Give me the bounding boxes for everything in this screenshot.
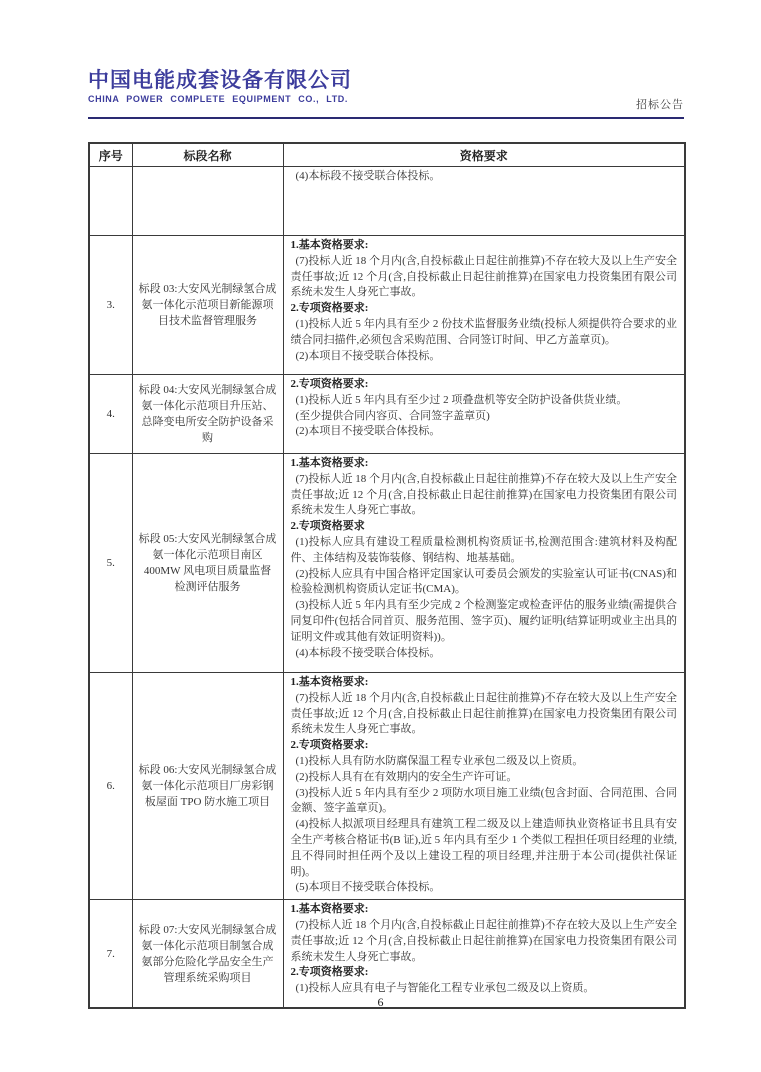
cell-seq-number: 4. bbox=[89, 375, 132, 454]
requirement-item: (7)投标人近 18 个月内(含,自投标截止日起往前推算)不存在较大及以上生产安全责任事故;近 12 个月(含,自投标截止日起往前推算)在国家电力投资集团有限公司系统未发生人身死亡事故。 bbox=[290, 691, 677, 736]
requirement-item: (4)本标段不接受联合体投标。 bbox=[295, 170, 441, 182]
requirement-item: (3)投标人近 5 年内具有至少完成 2 个检测鉴定或检查评估的服务业绩(需提供合同复印件(包括合同首页、服务范围、签字页)、履约证明(结算证明或业主出具的证明文件或其他有效证明资料))。 bbox=[290, 599, 677, 643]
requirement-item: (2)投标人应具有中国合格评定国家认可委员会颁发的实验室认可证书(CNAS)和检验检测机构资质认定证书(CMA)。 bbox=[290, 567, 677, 596]
requirement-heading: 2.专项资格要求: bbox=[290, 739, 369, 752]
cell-qualification-requirements bbox=[283, 673, 685, 900]
requirement-item: (至少提供合同内容页、合同签字盖章页) bbox=[295, 409, 490, 422]
requirement-item: (7)投标人近 18 个月内(含,自投标截止日起往前推算)不存在较大及以上生产安全责任事故;近 12 个月(含,自投标截止日起往前推算)在国家电力投资集团有限公司系统未发生人身死亡事故。 bbox=[290, 918, 677, 963]
requirement-heading: 1.基本资格要求: bbox=[290, 676, 369, 688]
col-header-name: 标段名称 bbox=[132, 143, 283, 167]
requirement-item: (4)本标段不接受联合体投标。 bbox=[295, 646, 441, 659]
cell-seq-number: 6. bbox=[89, 673, 132, 900]
requirement-item: (4)投标人拟派项目经理具有建筑工程二级及以上建造师执业资格证书且具有安全生产考核合格证书(B 证),近 5 年内具有至少 1 个类似工程担任项目经理的业绩,且不得同时担任两个及以上建设工程的项目经理,并注册于本公司(提供社保证明)。 bbox=[290, 818, 677, 878]
table-row bbox=[89, 454, 685, 673]
table-row bbox=[89, 236, 685, 375]
requirement-item: (5)本项目不接受联合体投标。 bbox=[295, 881, 441, 894]
letterhead bbox=[88, 0, 684, 112]
requirement-item: (1)投标人近 5 年内具有至少 2 份技术监督服务业绩(投标人须提供符合要求的业绩合同扫描件,必须包含采购范围、合同签订时间、甲乙方盖章页)。 bbox=[290, 317, 677, 346]
qualification-table bbox=[88, 142, 686, 1009]
cell-qualification-requirements bbox=[283, 375, 685, 454]
cell-section-name: 标段 07:大安风光制绿氢合成氨一体化示范项目制氢合成氨部分危险化学品安全生产管理系统采购项目 bbox=[132, 900, 283, 1009]
requirement-item: (1)投标人应具有建设工程质量检测机构资质证书,检测范围含:建筑材料及构配件、主体结构及装饰装修、钢结构、地基基础。 bbox=[290, 535, 677, 564]
table-row bbox=[89, 900, 685, 1009]
cell-qualification-requirements bbox=[283, 900, 685, 1009]
company-name-en: CHINA POWER COMPLETE EQUIPMENT CO., LTD. bbox=[88, 94, 348, 105]
cell-section-name: 标段 05:大安风光制绿氢合成氨一体化示范项目南区 400MW 风电项目质量监督检测评估服务 bbox=[132, 454, 283, 673]
header-divider bbox=[88, 117, 684, 119]
col-header-req: 资格要求 bbox=[283, 143, 685, 167]
company-name-cn: 中国电能成套设备有限公司 bbox=[88, 69, 352, 92]
table-row bbox=[89, 167, 685, 236]
table-header-row bbox=[89, 143, 685, 167]
requirement-item: (1)投标人具有防水防腐保温工程专业承包二级及以上资质。 bbox=[295, 754, 584, 767]
requirement-heading: 1.基本资格要求: bbox=[290, 457, 369, 469]
table-row bbox=[89, 673, 685, 900]
requirement-item: (2)投标人具有在有效期内的安全生产许可证。 bbox=[295, 770, 518, 783]
cell-seq-number: 5. bbox=[89, 454, 132, 673]
requirement-item: (1)投标人近 5 年内具有至少过 2 项叠盘机等安全防护设备供货业绩。 bbox=[295, 393, 628, 406]
requirement-item: (1)投标人应具有电子与智能化工程专业承包二级及以上资质。 bbox=[295, 982, 595, 995]
requirement-item: (3)投标人近 5 年内具有至少 2 项防水项目施工业绩(包含封面、合同范围、合同金额、签字盖章页)。 bbox=[290, 786, 677, 815]
requirement-item: (7)投标人近 18 个月内(含,自投标截止日起往前推算)不存在较大及以上生产安全责任事故;近 12 个月(含,自投标截止日起往前推算)在国家电力投资集团有限公司系统未发生人身死亡事故。 bbox=[290, 254, 677, 299]
cell-section-name: 标段 03:大安风光制绿氢合成氨一体化示范项目新能源项目技术监督管理服务 bbox=[132, 236, 283, 375]
cell-qualification-requirements bbox=[283, 454, 685, 673]
requirement-item: (2)本项目不接受联合体投标。 bbox=[295, 425, 441, 438]
requirement-heading: 1.基本资格要求: bbox=[290, 239, 369, 251]
doc-type-label: 招标公告 bbox=[636, 99, 684, 111]
page-number: 6 bbox=[377, 995, 384, 1009]
cell-section-name bbox=[132, 167, 283, 236]
cell-qualification-requirements bbox=[283, 236, 685, 375]
page-content bbox=[88, 0, 684, 1009]
cell-qualification-requirements bbox=[283, 167, 685, 236]
requirement-heading: 2.专项资格要求 bbox=[290, 520, 365, 533]
cell-seq-number bbox=[89, 167, 132, 236]
table-row bbox=[89, 375, 685, 454]
requirement-item: (2)本项目不接受联合体投标。 bbox=[295, 349, 441, 362]
requirement-heading: 1.基本资格要求: bbox=[290, 903, 369, 916]
cell-section-name: 标段 04:大安风光制绿氢合成氨一体化示范项目升压站、总降变电所安全防护设备采购 bbox=[132, 375, 283, 454]
cell-seq-number: 7. bbox=[89, 900, 132, 1009]
company-logo bbox=[88, 70, 684, 104]
cell-section-name: 标段 06:大安风光制绿氢合成氨一体化示范项目厂房彩钢板屋面 TPO 防水施工项目 bbox=[132, 673, 283, 900]
requirement-heading: 2.专项资格要求: bbox=[290, 378, 369, 390]
requirement-heading: 2.专项资格要求: bbox=[290, 966, 369, 979]
requirement-item: (7)投标人近 18 个月内(含,自投标截止日起往前推算)不存在较大及以上生产安全责任事故;近 12 个月(含,自投标截止日起往前推算)在国家电力投资集团有限公司系统未发生人身死亡事故。 bbox=[290, 472, 677, 517]
cell-seq-number: 3. bbox=[89, 236, 132, 375]
col-header-seq: 序号 bbox=[89, 143, 132, 167]
requirement-heading: 2.专项资格要求: bbox=[290, 302, 369, 315]
